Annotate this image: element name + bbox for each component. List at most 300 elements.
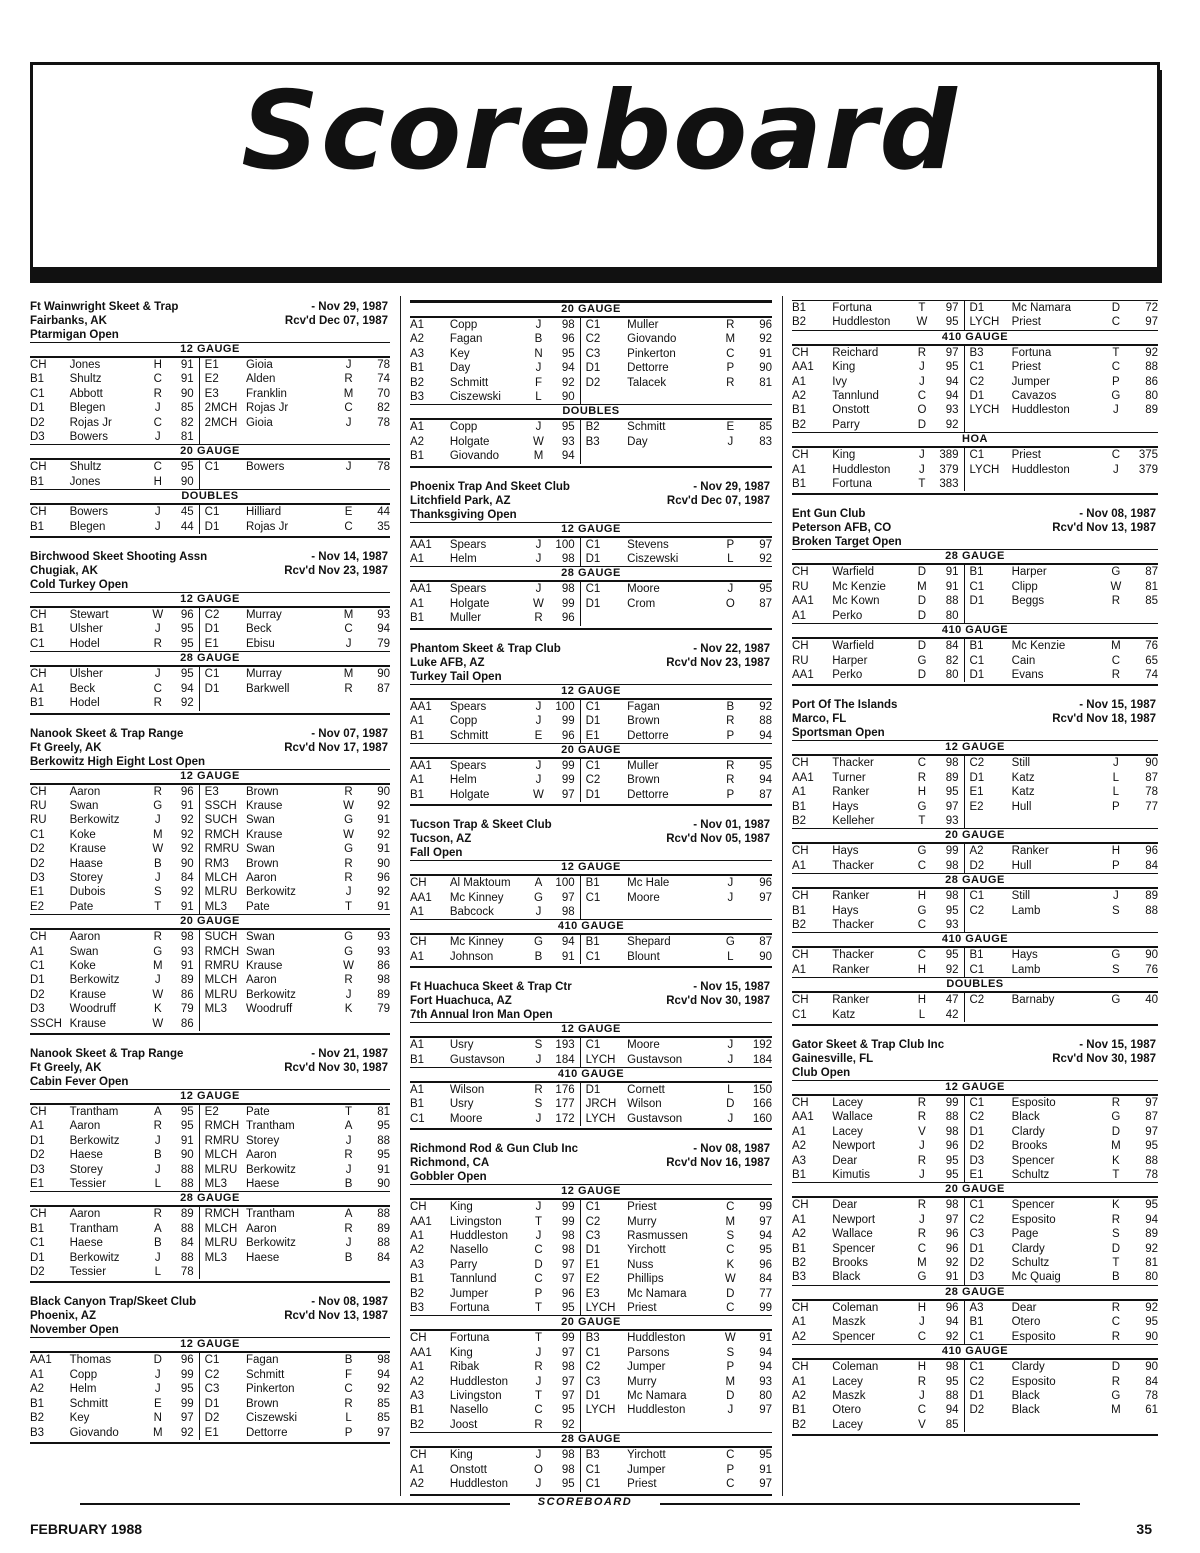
initial: C (917, 1330, 927, 1343)
initial: A (344, 1120, 353, 1133)
received-date: Rcv'd Nov 16, 1987 (666, 1157, 770, 1170)
shooter-name: Beck (245, 623, 272, 636)
score: 91 (167, 900, 199, 914)
score: 78 (1145, 1389, 1158, 1402)
shooter-name: Hays (1011, 949, 1038, 962)
class-code (580, 611, 627, 625)
shooter-name: Dear (832, 1154, 858, 1167)
class-code: CH (410, 1449, 427, 1462)
gauge-section (30, 1089, 390, 1191)
shoot-name: Berkowitz High Eight Lost Open (30, 755, 206, 768)
table-row (410, 759, 772, 773)
class-code: 2MCH (204, 402, 238, 415)
initial: J (535, 553, 542, 566)
score: 172 (548, 1112, 581, 1126)
shooter-name: Muller (449, 612, 482, 625)
score: 98 (931, 1125, 964, 1139)
initial: G (917, 1271, 927, 1284)
shooter-name: Muller (627, 759, 659, 772)
score: 94 (548, 361, 581, 375)
shooter-name: Thomas (69, 1354, 112, 1367)
shooter-name: King (449, 1201, 473, 1214)
club-location: Phoenix, AZ (30, 1310, 97, 1323)
class-code: AA1 (30, 1354, 52, 1367)
class-code: A1 (792, 1375, 807, 1388)
table-row (30, 358, 390, 372)
table-row (410, 1038, 772, 1052)
class-code: D1 (585, 1083, 601, 1096)
class-code: C1 (969, 890, 985, 903)
initial: J (154, 871, 161, 884)
initial: M (1111, 1404, 1121, 1417)
score (739, 1418, 772, 1432)
shooter-name: Spears (449, 583, 487, 596)
score: 375 (1138, 449, 1158, 462)
class-code: C3 (585, 1230, 601, 1242)
gauge-title: 20 GAUGE (410, 1316, 772, 1331)
class-code: A1 (30, 1120, 45, 1133)
shooter-name: Perko (832, 609, 863, 622)
table-row (410, 597, 772, 611)
initial: J (154, 506, 161, 519)
initial: R (917, 1111, 927, 1124)
shooter-name: Jumper (449, 1287, 489, 1300)
gauge-section (410, 1432, 772, 1491)
score: 87 (377, 682, 390, 695)
class-code: C1 (969, 963, 985, 976)
score: 97 (548, 891, 581, 905)
initial (340, 430, 358, 444)
club-name: Phantom Skeet & Trap Club (410, 642, 561, 655)
shooter-name: King (449, 1449, 473, 1462)
score: 84 (377, 1251, 390, 1264)
table-row (30, 1177, 390, 1191)
gauge-title: 28 GAUGE (410, 1433, 772, 1448)
club-location: Gainesville, FL (792, 1053, 874, 1065)
class-code: B2 (410, 1418, 425, 1431)
initial: J (535, 1201, 542, 1214)
initial: W (916, 316, 928, 329)
class-code: A1 (410, 1463, 425, 1476)
initial: D (1111, 302, 1121, 314)
class-code: AA1 (410, 583, 432, 596)
shooter-name: Al Maktoum (449, 877, 511, 890)
initial: M (1111, 640, 1121, 653)
shooter-name: Fortuna (832, 478, 872, 491)
gauge-title: 28 GAUGE (30, 652, 390, 667)
initial (1107, 477, 1125, 491)
score: 99 (759, 1302, 772, 1315)
event-block (30, 1047, 390, 1283)
score (358, 696, 390, 710)
initial: J (919, 1169, 925, 1182)
class-code: E2 (204, 1106, 219, 1118)
initial: C (344, 623, 353, 636)
score: 97 (759, 1478, 772, 1491)
initial: P (534, 1287, 543, 1300)
initial: B (534, 950, 543, 963)
table-row (410, 1083, 772, 1097)
initial: M (152, 959, 163, 972)
score: 93 (377, 945, 390, 958)
table-row (30, 930, 390, 944)
initial: R (344, 974, 353, 987)
table-row (30, 973, 390, 987)
class-code: C1 (969, 449, 985, 462)
shooter-name: Mc Kinney (449, 936, 504, 949)
class-code: B1 (792, 302, 807, 314)
shooter-name: Huddleston (832, 463, 891, 476)
gauge-section (410, 1315, 772, 1432)
class-code: A1 (792, 1213, 807, 1226)
initial: J (919, 463, 925, 476)
initial: H (917, 994, 927, 1007)
shooter-name: Johnson (449, 950, 494, 963)
class-code: B3 (585, 1332, 600, 1345)
shooter-name: Murray (245, 668, 282, 681)
initial: T (918, 302, 926, 314)
table-row (792, 1008, 1158, 1022)
class-code: CH (792, 994, 809, 1007)
shooter-name: Shepard (627, 936, 671, 949)
shooter-name: Esposito (1011, 1375, 1056, 1388)
score: 80 (931, 668, 964, 682)
shooter-name: Copp (449, 715, 478, 728)
initial: N (534, 347, 543, 360)
gauge-title: 28 GAUGE (792, 550, 1158, 565)
class-code: D1 (585, 553, 601, 566)
initial (340, 475, 358, 489)
class-code: B1 (792, 404, 807, 417)
initial (1107, 418, 1125, 432)
table-row (792, 1270, 1158, 1284)
initial: B (344, 1354, 353, 1367)
class-code: D1 (969, 390, 985, 403)
score: 88 (377, 1208, 390, 1221)
initial: E (534, 729, 543, 742)
score: 95 (931, 785, 964, 799)
score: 87 (759, 936, 772, 949)
shoot-date: - Nov 21, 1987 (311, 1048, 388, 1060)
initial: R (153, 637, 162, 650)
score: 92 (167, 828, 199, 842)
class-code: B1 (410, 729, 425, 742)
initial: F (534, 376, 542, 389)
shooter-name: Huddleston (627, 1404, 686, 1417)
shooter-name: Berkowitz (69, 1134, 120, 1147)
shooter-name (1012, 814, 1107, 828)
table-row (792, 1096, 1158, 1110)
initial: B (153, 1237, 162, 1250)
score: 98 (548, 1243, 581, 1257)
class-code: B1 (792, 904, 807, 917)
shoot-name: Thanksgiving Open (410, 508, 517, 521)
gauge-title: 12 GAUGE (30, 1338, 390, 1353)
score (1125, 418, 1158, 432)
class-code: A2 (792, 1389, 807, 1402)
class-code: C3 (585, 1375, 601, 1388)
results-table (410, 1038, 772, 1067)
initial: G (153, 799, 163, 812)
table-row (792, 844, 1158, 858)
initial: R (726, 319, 735, 331)
table-row (30, 1207, 390, 1221)
class-code: E1 (204, 1426, 219, 1439)
shoot-date: - Nov 14, 1987 (311, 551, 388, 564)
gauge-section (30, 592, 390, 651)
score: 100 (548, 876, 581, 890)
class-code: C2 (969, 375, 985, 388)
class-code: C1 (969, 1330, 985, 1343)
shooter-name: Mc Namara (627, 1390, 687, 1403)
initial: P (726, 362, 735, 375)
initial: J (535, 1230, 542, 1242)
shooter-name: Aaron (69, 1208, 101, 1221)
shooter-name: Swan (69, 945, 99, 958)
table-row (792, 360, 1158, 374)
column-divider (782, 296, 783, 1496)
shooter-name: Usry (449, 1039, 474, 1052)
header-line (792, 1052, 1158, 1066)
shooter-name: Berkowitz (245, 1163, 296, 1176)
score: 92 (548, 1418, 581, 1432)
club-name: Ft Wainwright Skeet & Trap (30, 301, 179, 313)
shoot-date: - Nov 08, 1987 (311, 1296, 388, 1309)
score: 98 (931, 859, 964, 873)
score: 98 (548, 1448, 581, 1462)
results-table (410, 538, 772, 567)
table-row (410, 1287, 772, 1301)
table-row (792, 800, 1158, 814)
table-row (792, 993, 1158, 1007)
initial: E (344, 506, 353, 519)
score: 96 (167, 1353, 199, 1367)
score: 91 (931, 565, 964, 579)
table-row (792, 346, 1158, 360)
initial (1107, 1418, 1125, 1432)
gauge-section (410, 919, 772, 964)
initial: G (1111, 949, 1121, 962)
score: 88 (167, 1177, 199, 1191)
class-code: LYCH (969, 404, 1000, 417)
initial: C (917, 390, 927, 403)
score: 89 (377, 1222, 390, 1235)
score: 89 (1145, 404, 1158, 417)
shooter-name: Giovando (449, 450, 500, 463)
score: 97 (759, 1215, 772, 1228)
initial: J (727, 583, 734, 596)
class-code: CH (410, 1332, 427, 1345)
score: 98 (931, 1360, 964, 1374)
score: 84 (931, 639, 964, 653)
class-code: C1 (585, 950, 601, 963)
table-row (30, 900, 390, 914)
initial: G (917, 800, 927, 813)
score: 95 (548, 1301, 581, 1315)
gauge-title: 12 GAUGE (792, 1081, 1158, 1096)
gauge-title: 12 GAUGE (30, 593, 390, 608)
score: 91 (377, 1163, 390, 1176)
score (739, 905, 772, 919)
class-code: E1 (585, 729, 600, 742)
score: 90 (1145, 949, 1158, 962)
class-code: E3 (585, 1287, 600, 1300)
class-code: JRCH (585, 1098, 617, 1111)
club-name: Black Canyon Trap/Skeet Club (30, 1296, 197, 1309)
table-row (792, 418, 1158, 432)
shooter-name: Ciszewski (627, 553, 679, 566)
score: 94 (759, 1361, 772, 1374)
shooter-name: Jumper (627, 1463, 666, 1476)
header-line (792, 1066, 1158, 1080)
gauge-title: 410 GAUGE (410, 1068, 772, 1083)
score: 85 (759, 421, 772, 434)
table-row (792, 389, 1158, 403)
initial: J (727, 891, 734, 904)
initial: C (1111, 361, 1121, 374)
received-date: Rcv'd Dec 07, 1987 (666, 494, 770, 507)
gauge-title: 410 GAUGE (792, 331, 1158, 346)
shooter-name: Fortuna (449, 1302, 490, 1315)
class-code: C2 (204, 609, 220, 622)
class-code: B2 (792, 1257, 807, 1270)
table-row (30, 460, 390, 474)
initial: M (152, 828, 163, 841)
event-block (410, 1142, 772, 1495)
initial: C (153, 682, 162, 695)
shooter-name: Wilson (627, 1098, 662, 1111)
shooter-name (1012, 477, 1107, 491)
shoot-name: Cabin Fever Open (30, 1076, 129, 1088)
table-row (792, 1389, 1158, 1403)
gauge-section (792, 932, 1158, 977)
score: 96 (931, 1301, 964, 1315)
initial: J (535, 774, 542, 787)
initial: R (153, 1208, 162, 1221)
club-location: Marco, FL (792, 713, 847, 726)
event-header (30, 1295, 390, 1337)
initial: L (154, 1178, 161, 1191)
shooter-name: Ulsher (69, 668, 103, 681)
initial: P (726, 1361, 735, 1374)
score: 97 (548, 1389, 581, 1403)
class-code: RU (30, 799, 47, 812)
score: 96 (759, 877, 772, 890)
class-code: C1 (410, 1112, 425, 1125)
results-table (792, 1301, 1158, 1344)
initial: W (533, 788, 544, 801)
club-name: Richmond Rod & Gun Club Inc (410, 1143, 579, 1156)
gauge-section (792, 330, 1158, 432)
table-row (30, 430, 390, 444)
class-code: C2 (969, 904, 985, 917)
table-row (30, 1265, 390, 1279)
score: 92 (377, 828, 390, 841)
initial: T (1112, 346, 1120, 359)
shooter-name: Gioia (245, 416, 273, 429)
initial: J (345, 1237, 352, 1250)
score: 95 (167, 1105, 199, 1119)
score: 95 (167, 1119, 199, 1133)
received-date: Rcv'd Nov 30, 1987 (284, 1062, 388, 1074)
class-code: C1 (969, 1361, 985, 1374)
results-table (792, 993, 1158, 1022)
score: 95 (931, 948, 964, 962)
score: 97 (548, 1272, 581, 1286)
header-line (30, 1323, 390, 1337)
shooter-name (246, 430, 340, 444)
initial: C (726, 347, 735, 360)
score: 88 (167, 1222, 199, 1236)
initial: J (154, 1368, 161, 1381)
table-row (410, 1389, 772, 1403)
score: 81 (377, 1106, 390, 1118)
header-line (410, 656, 772, 670)
header-line (410, 670, 772, 684)
initial (1107, 1008, 1125, 1022)
score: 99 (167, 1368, 199, 1382)
initial (340, 696, 358, 710)
results-table (30, 608, 390, 651)
shoot-name: November Open (30, 1324, 119, 1337)
score: 96 (759, 319, 772, 331)
event-header (30, 727, 390, 769)
class-code (580, 905, 627, 919)
class-code: E2 (969, 800, 984, 813)
table-row (30, 387, 390, 401)
shooter-name: Koke (69, 828, 96, 841)
initial: G (1111, 390, 1121, 403)
gauge-title: 28 GAUGE (410, 567, 772, 582)
table-row (792, 403, 1158, 417)
shooter-name (1012, 918, 1107, 932)
score: 91 (167, 372, 199, 386)
score: 86 (377, 959, 390, 972)
initial: D (153, 1354, 162, 1367)
initial: T (534, 1390, 542, 1403)
class-code: B1 (969, 566, 984, 579)
results-table (792, 448, 1158, 491)
gauge-title: 410 GAUGE (410, 920, 772, 935)
score: 85 (377, 1397, 390, 1410)
shooter-name: Esposito (1011, 1330, 1056, 1343)
shooter-name: Fortuna (832, 302, 872, 314)
shooter-name: Moore (449, 1112, 483, 1125)
class-code: D1 (30, 402, 45, 415)
table-row (30, 416, 390, 430)
class-code: B1 (30, 1222, 45, 1235)
class-code: D1 (585, 788, 601, 801)
class-code: RU (792, 654, 809, 667)
shooter-name: Brooks (832, 1257, 869, 1270)
shooter-name: Crom (627, 597, 656, 610)
score: 88 (759, 715, 772, 728)
table-row (410, 700, 772, 714)
class-code: B1 (792, 478, 807, 491)
table-row (410, 891, 772, 905)
shooter-name: Ranker (832, 786, 870, 799)
shooter-name: Helm (69, 1383, 97, 1396)
gauge-title: 28 GAUGE (792, 874, 1158, 889)
class-code: C1 (585, 1478, 601, 1491)
score: 91 (931, 580, 964, 594)
score: 97 (759, 891, 772, 904)
results-table (410, 420, 772, 463)
score: 88 (931, 1389, 964, 1403)
class-code: D1 (585, 1390, 601, 1403)
table-row (792, 639, 1158, 653)
score: 150 (752, 1083, 772, 1096)
